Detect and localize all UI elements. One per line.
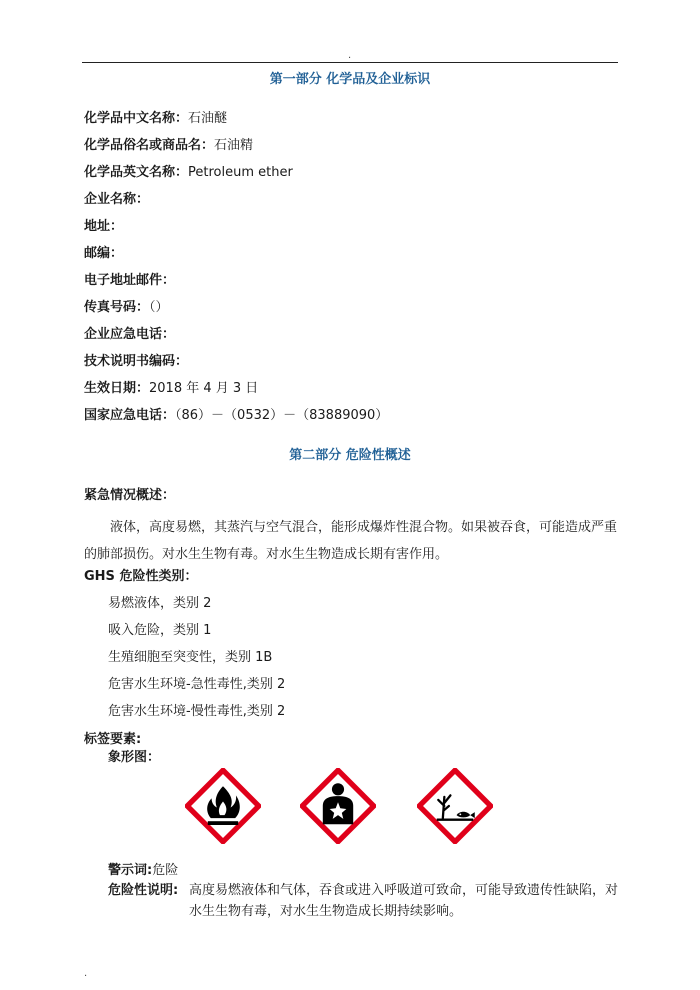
field-fax <box>84 299 169 317</box>
hazard-statement-text: 高度易燃液体和气体，吞食或进入呼吸道可致命，可能导致遗传性缺陷，对水生生物有毒，对水生生物造成长期持续影响。 <box>189 883 619 919</box>
field-value: 2018 年 4 月 3 日 <box>149 381 259 396</box>
field-label: 电子地址邮件： <box>84 273 176 288</box>
footer-dot: . <box>84 968 88 979</box>
field-value: （） <box>149 300 169 315</box>
health-hazard-icon <box>300 768 376 844</box>
field-value: Petroleum ether <box>188 165 293 180</box>
field-label: 化学品中文名称： <box>84 111 189 126</box>
field-label: 传真号码： <box>84 300 150 315</box>
field-effective-date <box>84 380 258 398</box>
flame-icon <box>185 768 261 844</box>
field-en-name <box>84 164 293 182</box>
emergency-overview-label: 紧急情况概述： <box>84 488 176 503</box>
emergency-overview-heading <box>84 487 175 505</box>
field-company <box>84 191 149 209</box>
field-label: 化学品俗名或商品名： <box>84 138 215 153</box>
field-label: 企业名称： <box>84 192 150 207</box>
field-value: 石油精 <box>214 138 254 153</box>
field-label: 生效日期： <box>84 381 150 396</box>
hazard-statement-label: 危险性说明: <box>108 883 179 898</box>
ghs-label: GHS 危险性类别： <box>84 569 198 584</box>
ghs-item: 危害水生环境-急性毒性,类别 2 <box>108 677 286 692</box>
ghs-item: 危害水生环境-慢性毒性,类别 2 <box>108 704 286 719</box>
emergency-overview-text: 液体，高度易燃，其蒸汽与空气混合，能形成爆炸性混合物。如果被吞食，可能造成严重的肺部损伤。对水生生物有毒。对水生生物造成长期有害作用。 <box>84 520 618 562</box>
field-label: 国家应急电话： <box>84 408 176 423</box>
field-label: 化学品英文名称： <box>84 165 189 180</box>
field-emergency-phone <box>84 326 175 344</box>
ghs-item: 生殖细胞至突变性，类别 1B <box>108 650 273 665</box>
header-dot: . <box>348 50 352 61</box>
section2-title: 第二部分 危险性概述 <box>289 448 411 463</box>
pictogram-heading: 象形图： <box>108 750 161 765</box>
section1-title: 第一部分 化学品及企业标识 <box>269 72 431 87</box>
header-rule <box>82 62 618 63</box>
signal-word-line <box>108 862 178 880</box>
ghs-item: 易燃液体，类别 2 <box>108 596 212 611</box>
ghs-item: 吸入危险，类别 1 <box>108 623 212 638</box>
field-common-name <box>84 137 253 155</box>
environment-icon <box>417 768 493 844</box>
signal-word: 危险 <box>152 863 179 878</box>
field-national-phone <box>84 407 388 425</box>
field-postcode <box>84 245 123 263</box>
field-address <box>84 218 123 236</box>
field-value: 石油醚 <box>188 111 228 126</box>
field-doc-code <box>84 353 188 371</box>
field-label: 技术说明书编码： <box>84 354 189 369</box>
signal-word-label: 警示词: <box>108 863 153 878</box>
field-label: 企业应急电话： <box>84 327 176 342</box>
field-cn-name <box>84 110 227 128</box>
label-elements-heading: 标签要素: <box>84 732 142 747</box>
ghs-heading <box>84 568 197 586</box>
field-value: （86）－（0532）－（83889090） <box>175 408 389 423</box>
field-label: 邮编： <box>84 246 124 261</box>
field-email <box>84 272 175 290</box>
field-label: 地址： <box>84 219 124 234</box>
